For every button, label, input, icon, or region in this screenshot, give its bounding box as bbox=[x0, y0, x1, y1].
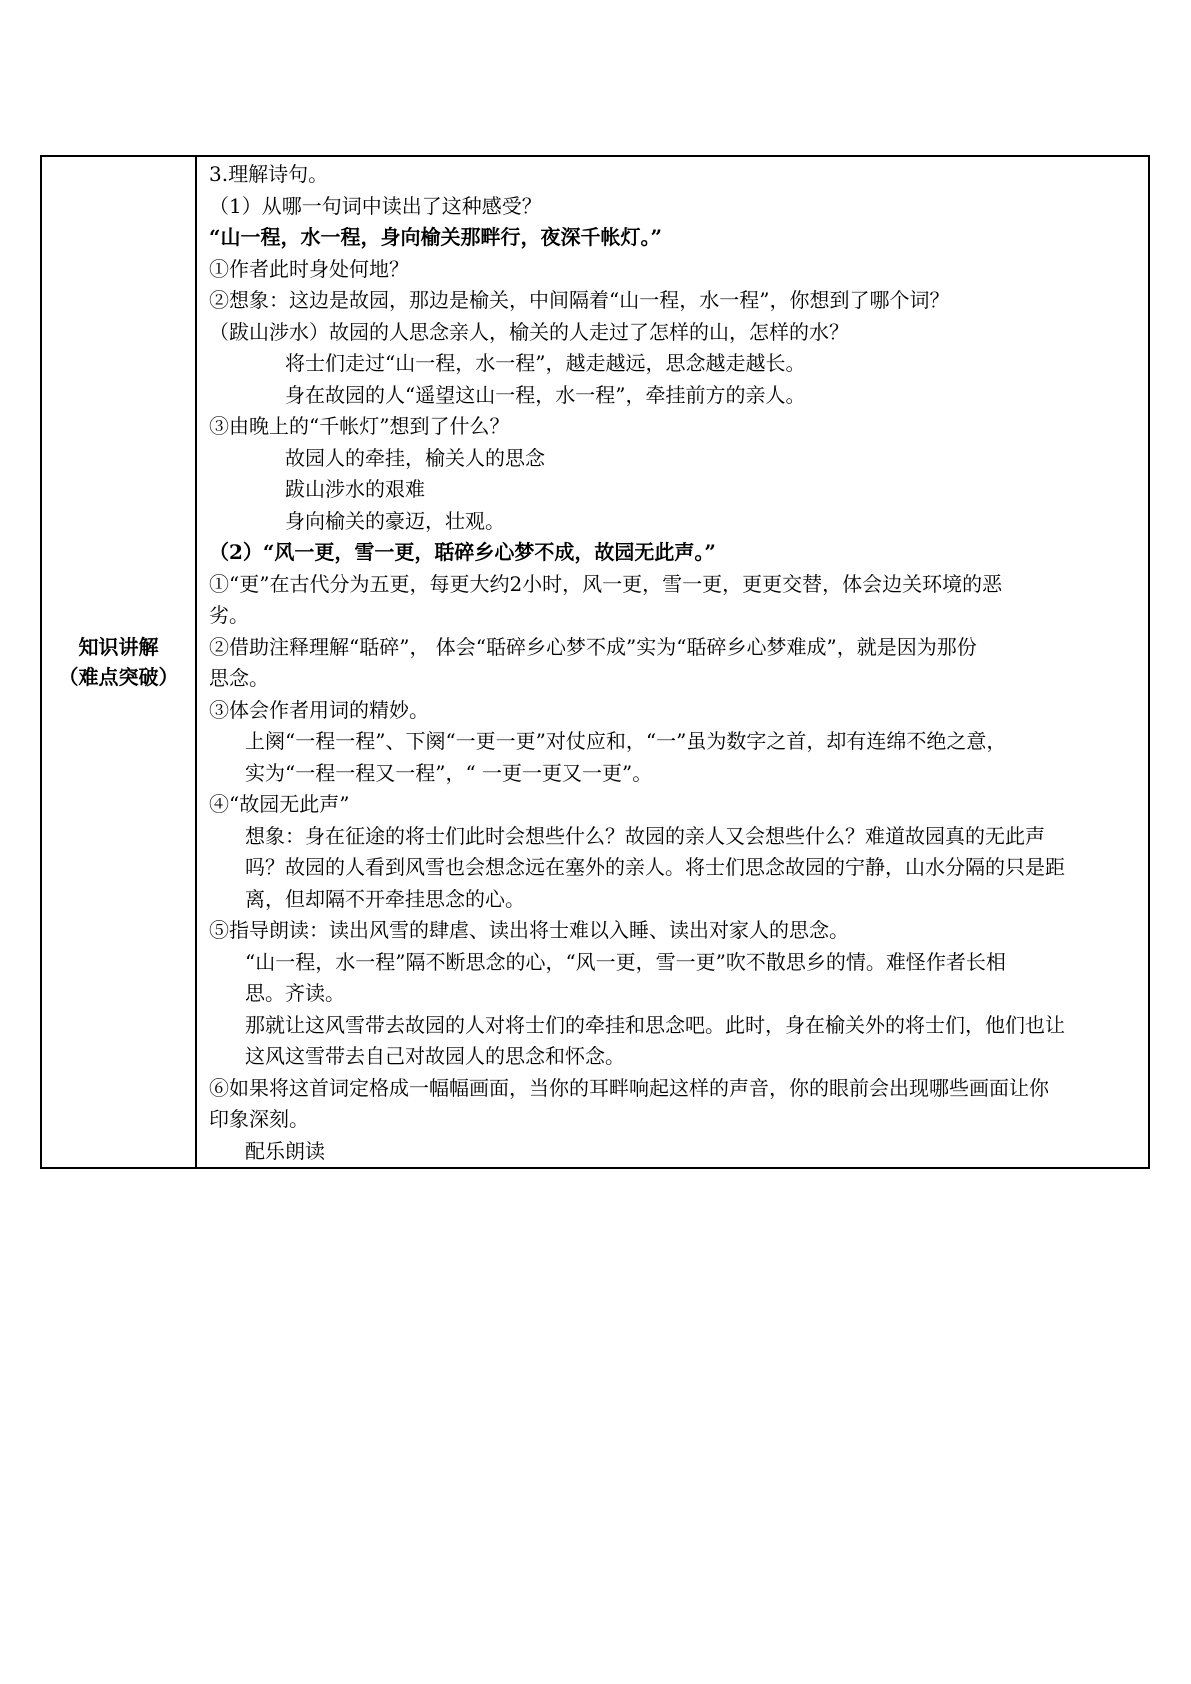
content-line: 想象：身在征途的将士们此时会想些什么？故园的亲人又会想些什么？难道故园真的无此声 bbox=[245, 823, 1045, 848]
content-line: 上阕“一程一程”、下阕“一更一更”对仗应和，“一”虽为数字之首，却有连绵不绝之意， bbox=[245, 729, 1007, 753]
content-line: “山一程，水一程，身向榆关那畔行，夜深千帐灯。” bbox=[209, 225, 663, 249]
content-line: ⑤指导朗读：读出风雪的肆虐、读出将士难以入睡、读出对家人的思念。 bbox=[209, 918, 849, 942]
section-label-cell bbox=[41, 156, 196, 1168]
content-line: （2）“风一更，雪一更，聒碎乡心梦不成，故园无此声。” bbox=[209, 540, 716, 564]
content-line: 身在故园的人“遥望这山一程，水一程”，牵挂前方的亲人。 bbox=[285, 382, 806, 407]
content-line: （1）从哪一句词中读出了这种感受？ bbox=[209, 193, 542, 218]
content-line: 这风这雪带去自己对故园人的思念和怀念。 bbox=[245, 1044, 625, 1068]
content-line: 故园人的牵挂，榆关人的思念 bbox=[285, 445, 545, 470]
content-line: 3.理解诗句。 bbox=[209, 162, 329, 186]
lesson-table bbox=[40, 155, 1150, 1169]
content-line: 吗？故园的人看到风雪也会想念远在塞外的亲人。将士们思念故园的宁静，山水分隔的只是距 bbox=[245, 855, 1065, 879]
content-line: （跋山涉水）故园的人思念亲人，榆关的人走过了怎样的山，怎样的水？ bbox=[209, 319, 849, 344]
section-label-title: 知识讲解 bbox=[78, 635, 159, 659]
table-row bbox=[41, 156, 1149, 1168]
content-line: 实为“一程一程又一程”，“ 一更一更又一更”。 bbox=[245, 760, 653, 785]
content-line: ②想象：这边是故园，那边是榆关，中间隔着“山一程，水一程”，你想到了哪个词？ bbox=[209, 288, 950, 312]
content-line: ④“故园无此声” bbox=[209, 792, 350, 816]
content-line: 思念。 bbox=[209, 666, 269, 690]
content-line: ③由晚上的“千帐灯”想到了什么？ bbox=[209, 414, 510, 438]
content-line: ③体会作者用词的精妙。 bbox=[209, 697, 429, 722]
content-lines bbox=[209, 159, 1136, 1167]
content-line: ②借助注释理解“聒碎”， 体会“聒碎乡心梦不成”实为“聒碎乡心梦难成”，就是因为那份 bbox=[209, 634, 977, 659]
content-line: 思。齐读。 bbox=[245, 981, 345, 1005]
section-label-subtitle: （难点突破） bbox=[58, 665, 179, 689]
content-line: 配乐朗读 bbox=[245, 1138, 325, 1163]
content-line: “山一程，水一程”隔不断思念的心，“风一更，雪一更”吹不散思乡的情。难怪作者长相 bbox=[245, 949, 1006, 974]
content-line: 身向榆关的豪迈，壮观。 bbox=[285, 508, 505, 533]
content-line: 跋山涉水的艰难 bbox=[285, 477, 425, 501]
content-line: ①作者此时身处何地？ bbox=[209, 256, 409, 281]
content-line: 将士们走过“山一程，水一程”，越走越远，思念越走越长。 bbox=[285, 351, 806, 375]
content-line: ⑥如果将这首词定格成一幅幅画面，当你的耳畔响起这样的声音，你的眼前会出现哪些画面让你 bbox=[209, 1075, 1049, 1100]
content-line: 离，但却隔不开牵挂思念的心。 bbox=[245, 886, 525, 911]
content-line: 劣。 bbox=[209, 603, 249, 627]
content-line: 印象深刻。 bbox=[209, 1107, 309, 1131]
content-cell bbox=[196, 156, 1149, 1168]
content-line: 那就让这风雪带去故园的人对将士们的牵挂和思念吧。此时，身在榆关外的将士们，他们也让 bbox=[245, 1012, 1065, 1037]
content-line: ①“更”在古代分为五更，每更大约2小时，风一更，雪一更，更更交替，体会边关环境的恶 bbox=[209, 571, 1003, 596]
